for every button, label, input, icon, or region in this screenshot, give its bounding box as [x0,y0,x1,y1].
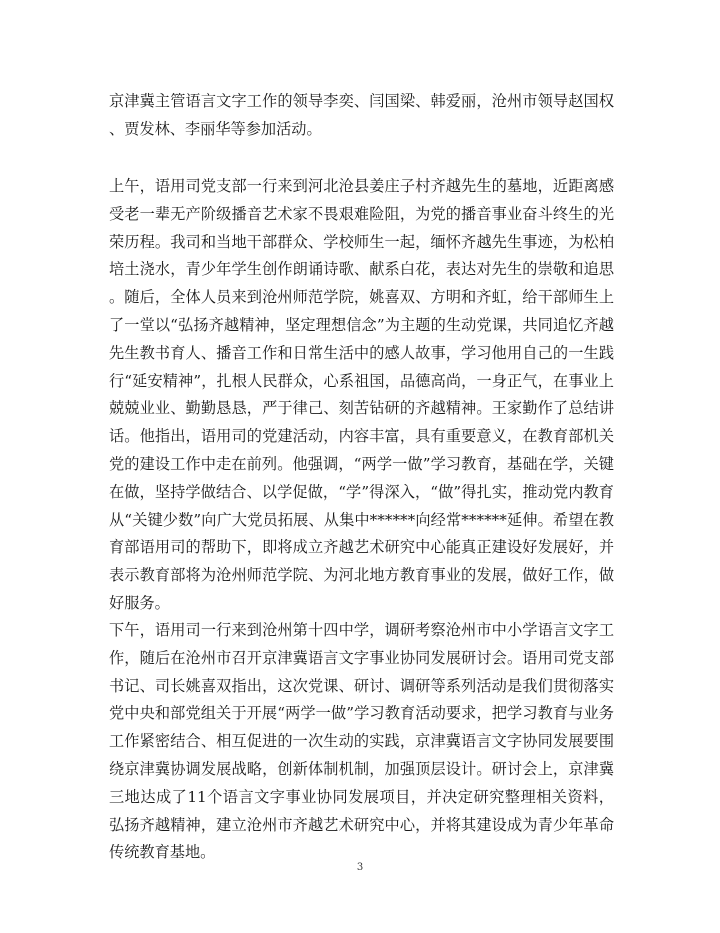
paragraph-afternoon-activities: 下午，语用司一行来到沧州第十四中学，调研考察沧州市中小学语言文字工作，随后在沧州市召开京津冀语言文字事业协同发展研讨会。语用司党支部书记、司长姚喜双指出，这次党课、研讨、调研等系列活动是我们贯彻落实党中央和部党组关于开展“两学一做”学习教育活动要求，把学习教育与业务工作紧密结合、相互促进的一次生动的实践，京津冀语言文字协同发展要围绕京津冀协调发展战略，创新体制机制，加强顶层设计。研讨会上，京津冀三地达成了11个语言文字事业协同发展项目，并决定研究整理相关资料，弘扬齐越精神，建立沧州市齐越艺术研究中心，并将其建设成为青少年革命传统教育基地。 [109,621,614,862]
paragraph-attendees: 京津冀主管语言文字工作的领导李奕、闫国梁、韩爱丽，沧州市领导赵国权、贾发林、李丽华等参加活动。 [109,92,614,138]
page-number: 3 [356,862,364,873]
paragraph-morning-activities: 上午，语用司党支部一行来到河北沧县姜庄子村齐越先生的墓地，近距离感受老一辈无产阶级播音艺术家不畏艰难险阻，为党的播音事业奋斗终生的光荣历程。我司和当地干部群众、学校师生一起，缅怀齐越先生事迹，为松柏培土浇水，青少年学生创作朗诵诗歌、献系白花，表达对先生的崇敬和追思。随后，全体人员来到沧州师范学院，姚喜双、方明和齐虹，给干部师生上了一堂以“弘扬齐越精神，坚定理想信念”为主题的生动党课，共同追忆齐越先生教书育人、播音工作和日常生活中的感人故事，学习他用自己的一生践行“延安精神”，扎根人民群众，心系祖国，品德高尚，一身正气，在事业上兢兢业业、勤勤恳恳，严于律己、刻苦钻研的齐越精神。王家勤作了总结讲话。他指出，语用司的党建活动，内容丰富，具有重要意义，在教育部机关党的建设工作中走在前列。他强调，“两学一做”学习教育，基础在学，关键在做，坚持学做结合、以学促做，“学”得深入，“做”得扎实，推动党内教育从“关键少数”向广大党员拓展、从集中******向经常******延伸。希望在教育部语用司的帮助下，即将成立齐越艺术研究中心能真正建设好发展好，并表示教育部将为沧州师范学院、为河北地方教育事业的发展，做好工作，做好服务。 [109,177,614,612]
